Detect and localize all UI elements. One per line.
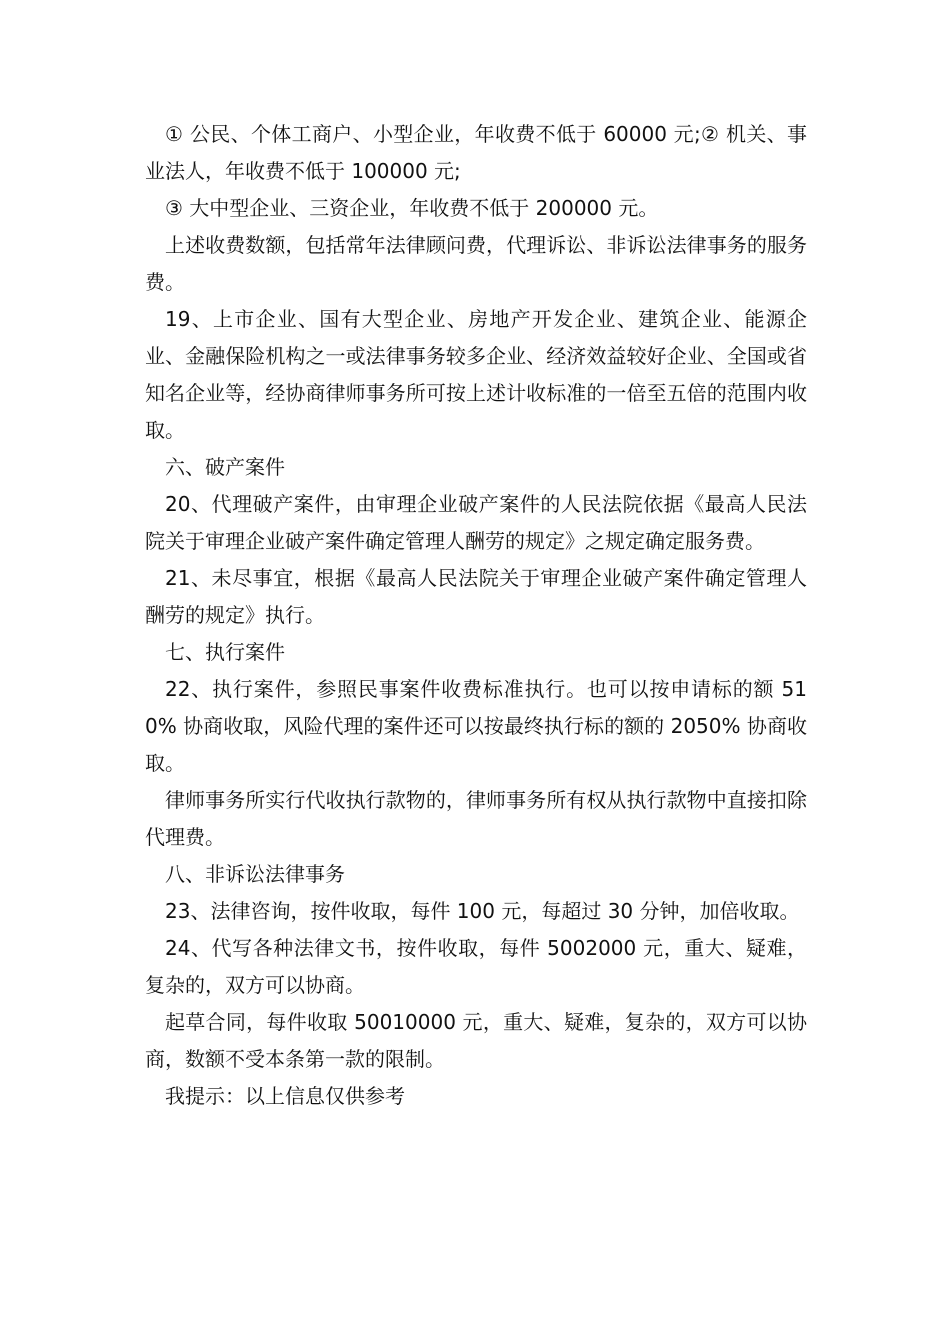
paragraph-item-21: 21、未尽事宜，根据《最高人民法院关于审理企业破产案件确定管理人酬劳的规定》执行。 [145, 566, 807, 627]
section-heading-non-litigation: 八、非诉讼法律事务 [165, 862, 345, 886]
paragraph-fee-categories: ① 公民、个体工商户、小型企业，年收费不低于 60000 元;② 机关、事业法人，年收费不低于 100000 元; [145, 122, 807, 183]
paragraph-fee-scope: 上述收费数额，包括常年法律顾问费，代理诉讼、非诉讼法律事务的服务费。 [145, 233, 807, 294]
paragraph-item-24: 24、代写各种法律文书，按件收取，每件 5002000 元，重大、疑难，复杂的，双方可以协商。 [145, 936, 807, 997]
paragraph-enforcement-deduction: 律师事务所实行代收执行款物的，律师事务所有权从执行款物中直接扣除代理费。 [145, 788, 807, 849]
section-heading-enforcement: 七、执行案件 [165, 640, 285, 664]
paragraph-item-22: 22、执行案件，参照民事案件收费标准执行。也可以按申请标的额 510% 协商收取，风险代理的案件还可以按最终执行标的额的 2050% 协商收取。 [145, 677, 807, 775]
paragraph-disclaimer: 我提示：以上信息仅供参考 [165, 1084, 405, 1108]
paragraph-item-20: 20、代理破产案件，由审理企业破产案件的人民法院依据《最高人民法院关于审理企业破产案件确定管理人酬劳的规定》之规定确定服务费。 [145, 492, 807, 553]
paragraph-item-19: 19、上市企业、国有大型企业、房地产开发企业、建筑企业、能源企业、金融保险机构之一或法律事务较多企业、经济效益较好企业、全国或省知名企业等，经协商律师事务所可按上述计收标准的一倍至五倍的范围内收取。 [145, 307, 807, 442]
paragraph-contract-drafting: 起草合同，每件收取 50010000 元，重大、疑难，复杂的，双方可以协商，数额不受本条第一款的限制。 [145, 1010, 807, 1071]
section-heading-bankruptcy: 六、破产案件 [165, 455, 285, 479]
paragraph-large-enterprise-fee: ③ 大中型企业、三资企业，年收费不低于 200000 元。 [165, 196, 659, 220]
paragraph-item-23: 23、法律咨询，按件收取，每件 100 元，每超过 30 分钟，加倍收取。 [165, 899, 800, 923]
document-body [145, 116, 807, 1115]
